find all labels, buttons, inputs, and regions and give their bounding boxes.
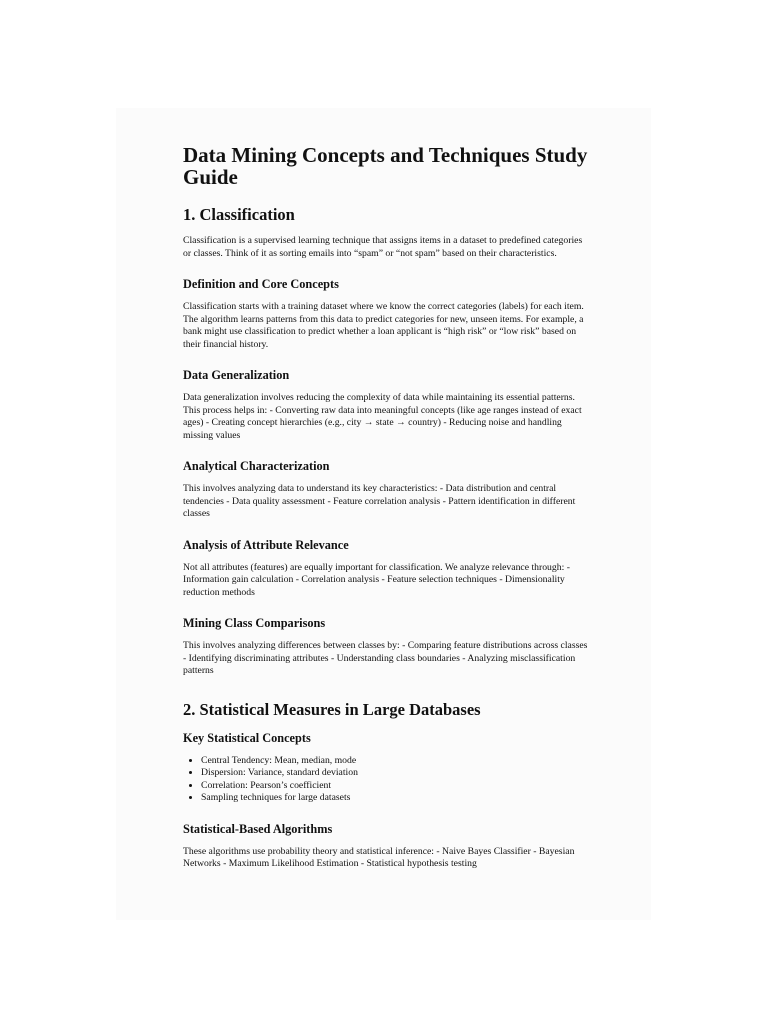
document-content <box>183 144 589 887</box>
section-heading-statistical-measures: 2. Statistical Measures in Large Databases <box>183 699 481 719</box>
subsection-heading-analytical-characterization: Analytical Characterization <box>183 459 330 473</box>
subsection-heading-class-comparisons: Mining Class Comparisons <box>183 616 326 630</box>
subsection-text-definition: Classification starts with a training dataset where we know the correct categories (labels) for each item. The algorithm learns patterns from this data to predict categories for new, unseen items. For example, a bank might use classification to predict whether a loan applicant is “high risk” or “low risk” based on their financial history. <box>183 301 584 350</box>
subsection-text-class-comparisons: This involves analyzing differences between classes by: - Comparing feature distributions across classes - Identifying discriminating attributes - Understanding class boundaries - Analyzing misclassification patterns <box>183 640 588 676</box>
section-heading-classification: 1. Classification <box>183 205 295 224</box>
subsection-text-statistical-algorithms: These algorithms use probability theory and statistical inference: - Naive Bayes Classifier - Bayesian Networks - Maximum Likelihood Estimation - Statistical hypothesis testing <box>183 845 575 869</box>
subsection-heading-key-statistical-concepts: Key Statistical Concepts <box>183 730 311 745</box>
list-item: • Dispersion: Variance, standard deviation <box>201 767 589 780</box>
subsection-text-attribute-relevance: Not all attributes (features) are equally important for classification. We analyze relevance through: - Information gain calculation - Correlation analysis - Feature selection techniques - Dimensionality reduction methods <box>183 561 570 598</box>
subsection-heading-attribute-relevance: Analysis of Attribute Relevance <box>183 537 349 552</box>
list-item: • Central Tendency: Mean, median, mode <box>201 755 589 768</box>
list-item: • Correlation: Pearson’s coefficient <box>201 780 589 793</box>
subsection-text-data-generalization: Data generalization involves reducing the complexity of data while maintaining its essential patterns. This process helps in: - Converting raw data into meaningful concepts (like age ranges instead of exact ages) - Creating concept hierarchies (e.g., city → state → country) - Reducing noise and handling missing values <box>183 392 582 441</box>
statistical-concepts-list <box>183 755 589 805</box>
document-page <box>116 108 651 920</box>
subsection-heading-definition: Definition and Core Concepts <box>183 277 339 291</box>
subsection-heading-statistical-algorithms: Statistical-Based Algorithms <box>183 821 333 836</box>
list-item: • Sampling techniques for large datasets <box>201 792 589 805</box>
section-intro-classification: Classification is a supervised learning technique that assigns items in a dataset to predefined categories or classes. Think of it as sorting emails into “spam” or “not spam” based on their characteristics. <box>183 235 583 259</box>
document-title: Data Mining Concepts and Techniques Study Guide <box>183 143 588 189</box>
subsection-text-analytical-characterization: This involves analyzing data to understand its key characteristics: - Data distribution and central tendencies - Data quality assessment - Feature correlation analysis - Pattern identification in different classes <box>183 483 576 519</box>
subsection-heading-data-generalization: Data Generalization <box>183 368 290 382</box>
